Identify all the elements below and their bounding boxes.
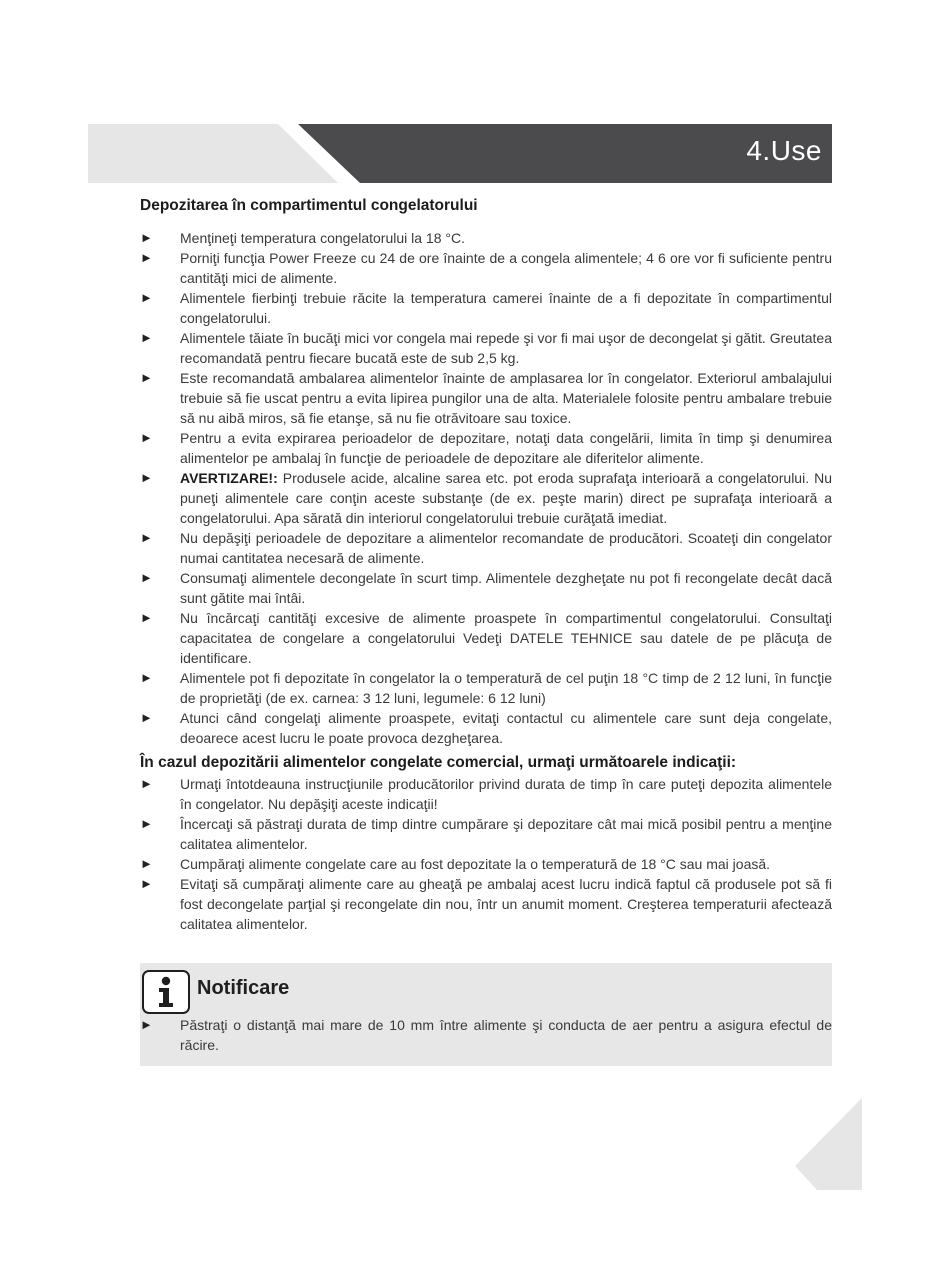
list-item: ► Menţineţi temperatura congelatorului la 18 °C. xyxy=(140,230,465,246)
main-content xyxy=(140,197,832,934)
commercial-frozen-list xyxy=(140,774,832,934)
section-heading-commercial-frozen: În cazul depozitării alimentelor congelate comercial, urmaţi următoarele indicaţii: xyxy=(140,754,737,771)
triangle-bullet-icon: ► xyxy=(140,1017,153,1032)
triangle-bullet-icon: ► xyxy=(140,570,153,585)
list-item: ► Cumpăraţi alimente congelate care au fost depozitate la o temperatură de 18 °C sau mai joasă. xyxy=(140,856,771,872)
list-item: ► Porniţi funcţia Power Freeze cu 24 de ore înainte de a congela alimentele; 4 6 ore vor fi suficiente pentru cantităţi mici de alimente. xyxy=(140,250,832,286)
list-item: ► Evitaţi să cumpăraţi alimente care au gheaţă pe ambalaj acest lucru indică faptul că produsele pot să fi fost decongelate parţial şi recongelate din nou, într un anumit moment. Creşterea temperaturii afectează calitatea alimentelor. xyxy=(140,876,832,932)
warning-label: AVERTIZARE!: xyxy=(180,470,278,486)
triangle-bullet-icon: ► xyxy=(140,670,153,685)
list-item: ► Încercaţi să păstraţi durata de timp dintre cumpărare şi depozitare cât mai mică posibil pentru a menţine calitatea alimentelor. xyxy=(140,816,832,852)
triangle-bullet-icon: ► xyxy=(140,250,153,265)
list-item: ► Alimentele fierbinţi trebuie răcite la temperatura camerei înainte de a fi depozitate în compartimentul congelatorului. xyxy=(140,290,832,326)
page-corner-decoration xyxy=(795,1098,862,1190)
chapter-title: 4.Use xyxy=(746,135,822,166)
list-item: ► Atunci când congelaţi alimente proaspete, evitaţi contactul cu alimentele care sunt deja congelate, deoarece acest lucru le poate provoca dezgheţarea. xyxy=(140,710,832,746)
triangle-bullet-icon: ► xyxy=(140,776,153,791)
page-header xyxy=(88,124,832,183)
triangle-bullet-icon: ► xyxy=(140,290,153,305)
triangle-bullet-icon: ► xyxy=(140,876,153,891)
triangle-bullet-icon: ► xyxy=(140,370,153,385)
notification-title: Notificare xyxy=(197,977,290,999)
triangle-bullet-icon: ► xyxy=(140,230,153,245)
list-item: ► Păstraţi o distanţă mai mare de 10 mm între alimente şi conducta de aer pentru a asigura efectul de răcire. xyxy=(140,1017,832,1053)
triangle-bullet-icon: ► xyxy=(140,610,153,625)
list-item: ► Alimentele tăiate în bucăţi mici vor congela mai repede şi vor fi mai uşor de decongelat şi gătit. Greutatea recomandată pentru fiecare bucată este de sub 2,5 kg. xyxy=(140,330,832,366)
section-heading-freezer-storage: Depozitarea în compartimentul congelatorului xyxy=(140,197,478,214)
warning-text: Produsele acide, alcaline sarea etc. pot eroda suprafaţa interioară a congelatorului. Nu puneţi alimentele care conţin aceste substanţe (de ex. peşte marin) direct pe suprafaţa interioară a congelatorului. Apa sărată din interiorul congelatorului trebuie curăţată imediat. xyxy=(180,470,832,526)
warning-item xyxy=(140,468,832,528)
list-item: ► Nu încărcaţi cantităţi excesive de alimente proaspete în compartimentul congelatorului. Consultaţi capacitatea de congelare a congelatorului Vedeţi DATELE TEHNICE sau datele de pe plăcuţa de identificare. xyxy=(140,610,832,666)
freezer-storage-list xyxy=(140,228,832,748)
list-item: ► Pentru a evita expirarea perioadelor de depozitare, notaţi data congelării, limita în timp şi denumirea alimentelor pe ambalaj în funcţie de perioadele de depozitare ale diferitelor alimente. xyxy=(140,430,832,466)
triangle-bullet-icon: ► xyxy=(140,430,153,445)
triangle-bullet-icon: ► xyxy=(140,816,153,831)
triangle-bullet-icon: ► xyxy=(140,856,153,871)
triangle-bullet-icon: ► xyxy=(140,530,153,545)
list-item: ► Nu depăşiţi perioadele de depozitare a alimentelor recomandate de producători. Scoateţi din congelator numai cantitatea necesară de alimente. xyxy=(140,530,832,566)
notification-box xyxy=(140,963,832,1066)
notification-list xyxy=(140,1015,832,1055)
list-item: ► Consumaţi alimentele decongelate în scurt timp. Alimentele dezgheţate nu pot fi recongelate decât dacă sunt gătite mai întâi. xyxy=(140,570,832,606)
list-item: ► Este recomandată ambalarea alimentelor înainte de amplasarea lor în congelator. Exteriorul ambalajului trebuie să fie uscat pentru a evita lipirea pungilor una de alta. Materialele folosite pentru ambalare trebuie să nu aibă miros, să fie etanşe, să nu fie otrăvitoare sau toxice. xyxy=(140,370,832,426)
triangle-bullet-icon: ► xyxy=(140,330,153,345)
list-item: ► Alimentele pot fi depozitate în congelator la o temperatură de cel puţin 18 °C timp de 2 12 luni, în funcţie de proprietăţi (de ex. carnea: 3 12 luni, legumele: 6 12 luni) xyxy=(140,670,832,706)
list-item: ► Urmaţi întotdeauna instrucţiunile producătorilor privind durata de timp în care puteţi depozita alimentele în congelator. Nu depăşiţi aceste indicaţii! xyxy=(140,776,832,812)
triangle-bullet-icon: ► xyxy=(140,710,153,725)
triangle-bullet-icon: ► xyxy=(140,470,153,485)
info-icon xyxy=(142,970,190,1014)
